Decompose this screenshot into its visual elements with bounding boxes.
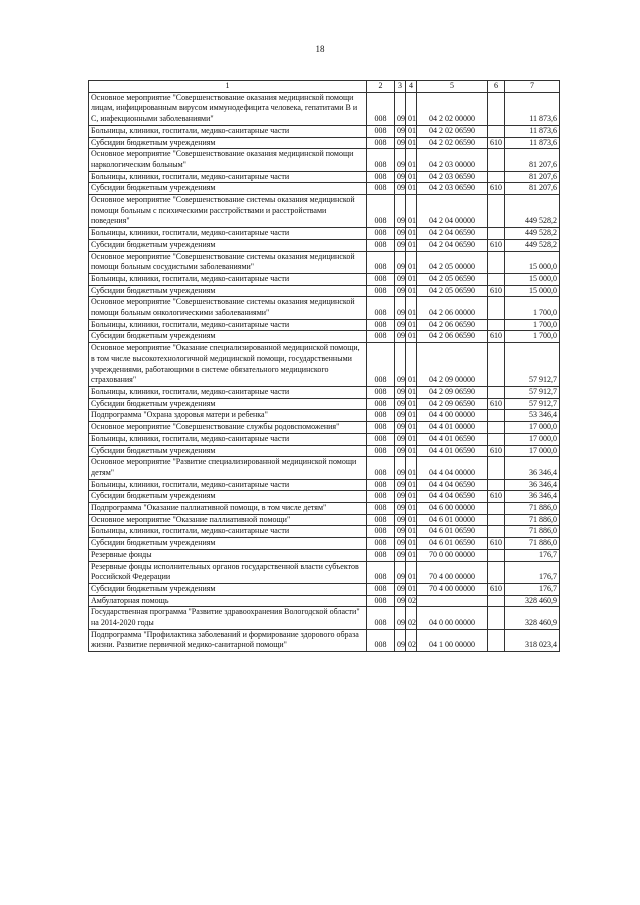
- column-header: 1: [89, 81, 367, 93]
- row-grbs-cell: 008: [367, 297, 395, 319]
- table-row: [89, 422, 560, 434]
- row-section-cell: 09: [395, 285, 406, 297]
- row-name-cell: Больницы, клиники, госпитали, медико-санитарные части: [89, 273, 367, 285]
- row-amount-cell: 328 460,9: [505, 595, 560, 607]
- row-section-cell: 09: [395, 273, 406, 285]
- row-subsection-cell: 01: [406, 386, 417, 398]
- table-row: [89, 561, 560, 583]
- row-amount-cell: 57 912,7: [505, 386, 560, 398]
- row-expense-type-cell: 610: [488, 183, 505, 195]
- row-subsection-cell: 02: [406, 629, 417, 651]
- row-target-article-cell: 04 2 03 06590: [417, 183, 488, 195]
- row-name-cell: Субсидии бюджетным учреждениям: [89, 583, 367, 595]
- row-section-cell: 09: [395, 386, 406, 398]
- row-name-cell: Субсидии бюджетным учреждениям: [89, 398, 367, 410]
- row-grbs-cell: 008: [367, 343, 395, 387]
- row-grbs-cell: 008: [367, 457, 395, 479]
- row-subsection-cell: 01: [406, 538, 417, 550]
- row-name-cell: Субсидии бюджетным учреждениям: [89, 137, 367, 149]
- row-section-cell: 09: [395, 433, 406, 445]
- row-expense-type-cell: [488, 273, 505, 285]
- table-row: [89, 583, 560, 595]
- row-subsection-cell: 02: [406, 607, 417, 629]
- column-header: 3: [395, 81, 406, 93]
- row-target-article-cell: 70 4 00 00000: [417, 583, 488, 595]
- table-row: [89, 183, 560, 195]
- row-expense-type-cell: [488, 561, 505, 583]
- row-amount-cell: 15 000,0: [505, 273, 560, 285]
- row-expense-type-cell: 610: [488, 398, 505, 410]
- row-amount-cell: 17 000,0: [505, 422, 560, 434]
- row-grbs-cell: 008: [367, 251, 395, 273]
- row-target-article-cell: 04 4 00 00000: [417, 410, 488, 422]
- row-subsection-cell: 01: [406, 433, 417, 445]
- row-target-article-cell: 70 0 00 00000: [417, 549, 488, 561]
- row-grbs-cell: 008: [367, 503, 395, 515]
- row-subsection-cell: 01: [406, 491, 417, 503]
- table-row: [89, 503, 560, 515]
- row-subsection-cell: 01: [406, 583, 417, 595]
- row-subsection-cell: 01: [406, 183, 417, 195]
- row-subsection-cell: 01: [406, 331, 417, 343]
- row-expense-type-cell: 610: [488, 331, 505, 343]
- row-expense-type-cell: [488, 549, 505, 561]
- column-header: 5: [417, 81, 488, 93]
- row-amount-cell: 57 912,7: [505, 398, 560, 410]
- row-section-cell: 09: [395, 331, 406, 343]
- row-subsection-cell: 01: [406, 285, 417, 297]
- row-section-cell: 09: [395, 251, 406, 273]
- row-grbs-cell: 008: [367, 526, 395, 538]
- row-name-cell: Больницы, клиники, госпитали, медико-санитарные части: [89, 319, 367, 331]
- table-row: [89, 251, 560, 273]
- row-grbs-cell: 008: [367, 410, 395, 422]
- table-row: [89, 343, 560, 387]
- row-grbs-cell: 008: [367, 583, 395, 595]
- row-subsection-cell: 01: [406, 503, 417, 515]
- row-amount-cell: 328 460,9: [505, 607, 560, 629]
- row-section-cell: 09: [395, 561, 406, 583]
- row-subsection-cell: 01: [406, 514, 417, 526]
- row-target-article-cell: 04 2 02 00000: [417, 92, 488, 125]
- table-row: [89, 457, 560, 479]
- row-target-article-cell: 04 2 05 06590: [417, 285, 488, 297]
- table-body: [89, 92, 560, 651]
- row-name-cell: Субсидии бюджетным учреждениям: [89, 239, 367, 251]
- table-row: [89, 273, 560, 285]
- column-header: 2: [367, 81, 395, 93]
- row-subsection-cell: 01: [406, 273, 417, 285]
- row-name-cell: Основное мероприятие "Совершенствование системы оказания медицинской помощи больным с психическими расстройствами и расстройствами поведения": [89, 195, 367, 228]
- row-grbs-cell: 008: [367, 331, 395, 343]
- row-target-article-cell: 04 6 00 00000: [417, 503, 488, 515]
- table-row: [89, 479, 560, 491]
- row-grbs-cell: 008: [367, 171, 395, 183]
- row-name-cell: Основное мероприятие "Развитие специализированной медицинской помощи детям": [89, 457, 367, 479]
- row-section-cell: 09: [395, 228, 406, 240]
- row-section-cell: 09: [395, 538, 406, 550]
- row-section-cell: 09: [395, 549, 406, 561]
- row-section-cell: 09: [395, 195, 406, 228]
- row-grbs-cell: 008: [367, 228, 395, 240]
- row-grbs-cell: 008: [367, 398, 395, 410]
- table-row: [89, 137, 560, 149]
- row-target-article-cell: 04 2 03 00000: [417, 149, 488, 171]
- table-row: [89, 297, 560, 319]
- row-name-cell: Основное мероприятие "Совершенствование службы родовспоможения": [89, 422, 367, 434]
- row-target-article-cell: 04 2 04 06590: [417, 239, 488, 251]
- row-target-article-cell: 04 2 06 00000: [417, 297, 488, 319]
- row-grbs-cell: 008: [367, 491, 395, 503]
- table-row: [89, 228, 560, 240]
- row-expense-type-cell: [488, 526, 505, 538]
- row-target-article-cell: 04 4 01 06590: [417, 445, 488, 457]
- row-expense-type-cell: [488, 228, 505, 240]
- row-expense-type-cell: [488, 297, 505, 319]
- row-name-cell: Больницы, клиники, госпитали, медико-санитарные части: [89, 171, 367, 183]
- table-row: [89, 319, 560, 331]
- row-expense-type-cell: 610: [488, 285, 505, 297]
- row-section-cell: 09: [395, 607, 406, 629]
- row-name-cell: Субсидии бюджетным учреждениям: [89, 285, 367, 297]
- row-name-cell: Основное мероприятие "Совершенствование системы оказания медицинской помощи больным сосудистыми заболеваниями": [89, 251, 367, 273]
- row-section-cell: 09: [395, 239, 406, 251]
- row-grbs-cell: 008: [367, 273, 395, 285]
- row-name-cell: Больницы, клиники, госпитали, медико-санитарные части: [89, 125, 367, 137]
- table-row: [89, 171, 560, 183]
- row-amount-cell: 81 207,6: [505, 183, 560, 195]
- row-section-cell: 09: [395, 398, 406, 410]
- row-name-cell: Амбулаторная помощь: [89, 595, 367, 607]
- row-grbs-cell: 008: [367, 607, 395, 629]
- row-section-cell: 09: [395, 149, 406, 171]
- row-grbs-cell: 008: [367, 629, 395, 651]
- row-target-article-cell: 04 2 09 06590: [417, 386, 488, 398]
- row-grbs-cell: 008: [367, 445, 395, 457]
- row-amount-cell: 176,7: [505, 583, 560, 595]
- row-name-cell: Больницы, клиники, госпитали, медико-санитарные части: [89, 228, 367, 240]
- budget-table: [88, 80, 560, 652]
- table-row: [89, 195, 560, 228]
- row-target-article-cell: 04 4 01 06590: [417, 433, 488, 445]
- row-section-cell: 09: [395, 343, 406, 387]
- row-name-cell: Субсидии бюджетным учреждениям: [89, 538, 367, 550]
- row-expense-type-cell: [488, 479, 505, 491]
- row-subsection-cell: 01: [406, 251, 417, 273]
- row-section-cell: 09: [395, 297, 406, 319]
- row-target-article-cell: [417, 595, 488, 607]
- row-expense-type-cell: [488, 386, 505, 398]
- table-header-row: [89, 81, 560, 93]
- row-amount-cell: 1 700,0: [505, 319, 560, 331]
- row-name-cell: Основное мероприятие "Совершенствование оказания медицинской помощи лицам, инфицированным вирусом иммунодефицита человека, гепатитами В и С, инфекционными заболеваниями": [89, 92, 367, 125]
- row-expense-type-cell: [488, 410, 505, 422]
- row-target-article-cell: 04 4 04 00000: [417, 457, 488, 479]
- row-name-cell: Больницы, клиники, госпитали, медико-санитарные части: [89, 386, 367, 398]
- row-amount-cell: 318 023,4: [505, 629, 560, 651]
- row-name-cell: Подпрограмма "Профилактика заболеваний и формирование здорового образа жизни. Развитие первичной медико-санитарной помощи": [89, 629, 367, 651]
- row-target-article-cell: 04 2 06 06590: [417, 319, 488, 331]
- row-expense-type-cell: [488, 607, 505, 629]
- row-expense-type-cell: 610: [488, 239, 505, 251]
- row-target-article-cell: 04 2 09 00000: [417, 343, 488, 387]
- row-expense-type-cell: 610: [488, 538, 505, 550]
- row-amount-cell: 17 000,0: [505, 445, 560, 457]
- row-grbs-cell: 008: [367, 538, 395, 550]
- row-name-cell: Основное мероприятие "Оказание специализированной медицинской помощи, в том числе высокотехнологичной медицинской помощи, государственными учреждениями, работающими в системе обязательного медицинского страхования": [89, 343, 367, 387]
- row-grbs-cell: 008: [367, 386, 395, 398]
- row-section-cell: 09: [395, 137, 406, 149]
- row-target-article-cell: 04 2 09 06590: [417, 398, 488, 410]
- row-grbs-cell: 008: [367, 422, 395, 434]
- table-row: [89, 386, 560, 398]
- table-row: [89, 410, 560, 422]
- row-name-cell: Субсидии бюджетным учреждениям: [89, 183, 367, 195]
- row-amount-cell: 449 528,2: [505, 195, 560, 228]
- row-grbs-cell: 008: [367, 285, 395, 297]
- row-name-cell: Основное мероприятие "Оказание паллиативной помощи": [89, 514, 367, 526]
- row-section-cell: 09: [395, 445, 406, 457]
- table-row: [89, 125, 560, 137]
- row-amount-cell: 36 346,4: [505, 457, 560, 479]
- row-subsection-cell: 01: [406, 422, 417, 434]
- row-section-cell: 09: [395, 479, 406, 491]
- row-expense-type-cell: 610: [488, 445, 505, 457]
- row-target-article-cell: 04 2 06 06590: [417, 331, 488, 343]
- row-expense-type-cell: [488, 514, 505, 526]
- row-grbs-cell: 008: [367, 433, 395, 445]
- row-name-cell: Субсидии бюджетным учреждениям: [89, 331, 367, 343]
- table-row: [89, 607, 560, 629]
- table-row: [89, 92, 560, 125]
- row-amount-cell: 1 700,0: [505, 331, 560, 343]
- table-row: [89, 526, 560, 538]
- row-expense-type-cell: [488, 422, 505, 434]
- row-name-cell: Субсидии бюджетным учреждениям: [89, 445, 367, 457]
- row-target-article-cell: 04 6 01 00000: [417, 514, 488, 526]
- row-amount-cell: 57 912,7: [505, 343, 560, 387]
- row-grbs-cell: 008: [367, 183, 395, 195]
- row-amount-cell: 11 873,6: [505, 92, 560, 125]
- table-row: [89, 538, 560, 550]
- table-row: [89, 549, 560, 561]
- row-amount-cell: 15 000,0: [505, 251, 560, 273]
- row-subsection-cell: 01: [406, 410, 417, 422]
- row-target-article-cell: 04 6 01 06590: [417, 526, 488, 538]
- row-subsection-cell: 01: [406, 457, 417, 479]
- row-expense-type-cell: [488, 595, 505, 607]
- row-amount-cell: 71 886,0: [505, 514, 560, 526]
- row-amount-cell: 449 528,2: [505, 228, 560, 240]
- row-amount-cell: 11 873,6: [505, 137, 560, 149]
- row-section-cell: 09: [395, 183, 406, 195]
- row-section-cell: 09: [395, 92, 406, 125]
- row-subsection-cell: 01: [406, 319, 417, 331]
- table-row: [89, 514, 560, 526]
- row-amount-cell: 53 346,4: [505, 410, 560, 422]
- row-subsection-cell: 01: [406, 445, 417, 457]
- row-grbs-cell: 008: [367, 561, 395, 583]
- row-expense-type-cell: [488, 433, 505, 445]
- row-subsection-cell: 01: [406, 239, 417, 251]
- row-target-article-cell: 04 2 03 06590: [417, 171, 488, 183]
- row-expense-type-cell: [488, 125, 505, 137]
- row-section-cell: 09: [395, 491, 406, 503]
- row-expense-type-cell: 610: [488, 137, 505, 149]
- row-subsection-cell: 01: [406, 561, 417, 583]
- row-subsection-cell: 01: [406, 549, 417, 561]
- row-target-article-cell: 04 2 02 06590: [417, 125, 488, 137]
- row-expense-type-cell: 610: [488, 583, 505, 595]
- table-row: [89, 285, 560, 297]
- row-subsection-cell: 01: [406, 149, 417, 171]
- row-name-cell: Основное мероприятие "Совершенствование системы оказания медицинской помощи больным онкологическими заболеваниями": [89, 297, 367, 319]
- row-subsection-cell: 01: [406, 92, 417, 125]
- row-name-cell: Больницы, клиники, госпитали, медико-санитарные части: [89, 479, 367, 491]
- row-subsection-cell: 01: [406, 125, 417, 137]
- row-expense-type-cell: [488, 92, 505, 125]
- row-target-article-cell: 04 4 04 06590: [417, 491, 488, 503]
- row-target-article-cell: 04 2 05 06590: [417, 273, 488, 285]
- row-expense-type-cell: [488, 149, 505, 171]
- row-subsection-cell: 01: [406, 137, 417, 149]
- row-amount-cell: 36 346,4: [505, 491, 560, 503]
- row-section-cell: 09: [395, 410, 406, 422]
- column-header: 6: [488, 81, 505, 93]
- row-target-article-cell: 04 2 04 06590: [417, 228, 488, 240]
- row-amount-cell: 17 000,0: [505, 433, 560, 445]
- row-grbs-cell: 008: [367, 137, 395, 149]
- row-grbs-cell: 008: [367, 595, 395, 607]
- row-amount-cell: 449 528,2: [505, 239, 560, 251]
- row-section-cell: 09: [395, 595, 406, 607]
- table-row: [89, 445, 560, 457]
- row-subsection-cell: 01: [406, 171, 417, 183]
- row-subsection-cell: 01: [406, 195, 417, 228]
- row-amount-cell: 176,7: [505, 549, 560, 561]
- row-section-cell: 09: [395, 503, 406, 515]
- row-subsection-cell: 01: [406, 526, 417, 538]
- row-section-cell: 09: [395, 171, 406, 183]
- row-amount-cell: 71 886,0: [505, 526, 560, 538]
- row-name-cell: Резервные фонды: [89, 549, 367, 561]
- row-target-article-cell: 04 2 02 06590: [417, 137, 488, 149]
- row-target-article-cell: 70 4 00 00000: [417, 561, 488, 583]
- row-amount-cell: 15 000,0: [505, 285, 560, 297]
- column-header: 7: [505, 81, 560, 93]
- row-grbs-cell: 008: [367, 149, 395, 171]
- row-name-cell: Подпрограмма "Оказание паллиативной помощи, в том числе детям": [89, 503, 367, 515]
- row-section-cell: 09: [395, 514, 406, 526]
- row-target-article-cell: 04 2 05 00000: [417, 251, 488, 273]
- row-section-cell: 09: [395, 125, 406, 137]
- row-grbs-cell: 008: [367, 239, 395, 251]
- row-target-article-cell: 04 0 00 00000: [417, 607, 488, 629]
- row-amount-cell: 176,7: [505, 561, 560, 583]
- row-target-article-cell: 04 4 01 00000: [417, 422, 488, 434]
- table-row: [89, 331, 560, 343]
- table-row: [89, 149, 560, 171]
- row-grbs-cell: 008: [367, 319, 395, 331]
- row-subsection-cell: 01: [406, 343, 417, 387]
- row-subsection-cell: 01: [406, 228, 417, 240]
- table-row: [89, 595, 560, 607]
- row-grbs-cell: 008: [367, 125, 395, 137]
- row-grbs-cell: 008: [367, 479, 395, 491]
- row-expense-type-cell: [488, 195, 505, 228]
- row-section-cell: 09: [395, 319, 406, 331]
- row-expense-type-cell: [488, 629, 505, 651]
- row-target-article-cell: 04 6 01 06590: [417, 538, 488, 550]
- row-target-article-cell: 04 1 00 00000: [417, 629, 488, 651]
- row-expense-type-cell: [488, 171, 505, 183]
- row-section-cell: 09: [395, 526, 406, 538]
- row-name-cell: Больницы, клиники, госпитали, медико-санитарные части: [89, 433, 367, 445]
- row-name-cell: Больницы, клиники, госпитали, медико-санитарные части: [89, 526, 367, 538]
- row-amount-cell: 71 886,0: [505, 503, 560, 515]
- page-number: 18: [315, 44, 325, 54]
- row-amount-cell: 1 700,0: [505, 297, 560, 319]
- row-name-cell: Резервные фонды исполнительных органов государственной власти субъектов Российской Федерации: [89, 561, 367, 583]
- row-amount-cell: 36 346,4: [505, 479, 560, 491]
- row-grbs-cell: 008: [367, 195, 395, 228]
- table-row: [89, 629, 560, 651]
- row-amount-cell: 71 886,0: [505, 538, 560, 550]
- row-section-cell: 09: [395, 583, 406, 595]
- row-name-cell: Государственная программа "Развитие здравоохранения Вологодской области" на 2014-2020 годы: [89, 607, 367, 629]
- row-amount-cell: 81 207,6: [505, 171, 560, 183]
- row-expense-type-cell: 610: [488, 491, 505, 503]
- row-subsection-cell: 01: [406, 297, 417, 319]
- row-target-article-cell: 04 4 04 06590: [417, 479, 488, 491]
- row-expense-type-cell: [488, 251, 505, 273]
- row-section-cell: 09: [395, 422, 406, 434]
- row-expense-type-cell: [488, 503, 505, 515]
- row-grbs-cell: 008: [367, 514, 395, 526]
- row-expense-type-cell: [488, 343, 505, 387]
- row-name-cell: Подпрограмма "Охрана здоровья матери и ребенка": [89, 410, 367, 422]
- table-row: [89, 398, 560, 410]
- row-expense-type-cell: [488, 319, 505, 331]
- row-name-cell: Основное мероприятие "Совершенствование оказания медицинской помощи наркологическим больным": [89, 149, 367, 171]
- column-header: 4: [406, 81, 417, 93]
- table-row: [89, 491, 560, 503]
- row-grbs-cell: 008: [367, 92, 395, 125]
- row-section-cell: 09: [395, 629, 406, 651]
- row-subsection-cell: 01: [406, 398, 417, 410]
- row-grbs-cell: 008: [367, 549, 395, 561]
- row-amount-cell: 81 207,6: [505, 149, 560, 171]
- row-section-cell: 09: [395, 457, 406, 479]
- row-subsection-cell: 02: [406, 595, 417, 607]
- row-name-cell: Субсидии бюджетным учреждениям: [89, 491, 367, 503]
- row-amount-cell: 11 873,6: [505, 125, 560, 137]
- row-target-article-cell: 04 2 04 00000: [417, 195, 488, 228]
- row-expense-type-cell: [488, 457, 505, 479]
- table-row: [89, 433, 560, 445]
- row-subsection-cell: 01: [406, 479, 417, 491]
- table-row: [89, 239, 560, 251]
